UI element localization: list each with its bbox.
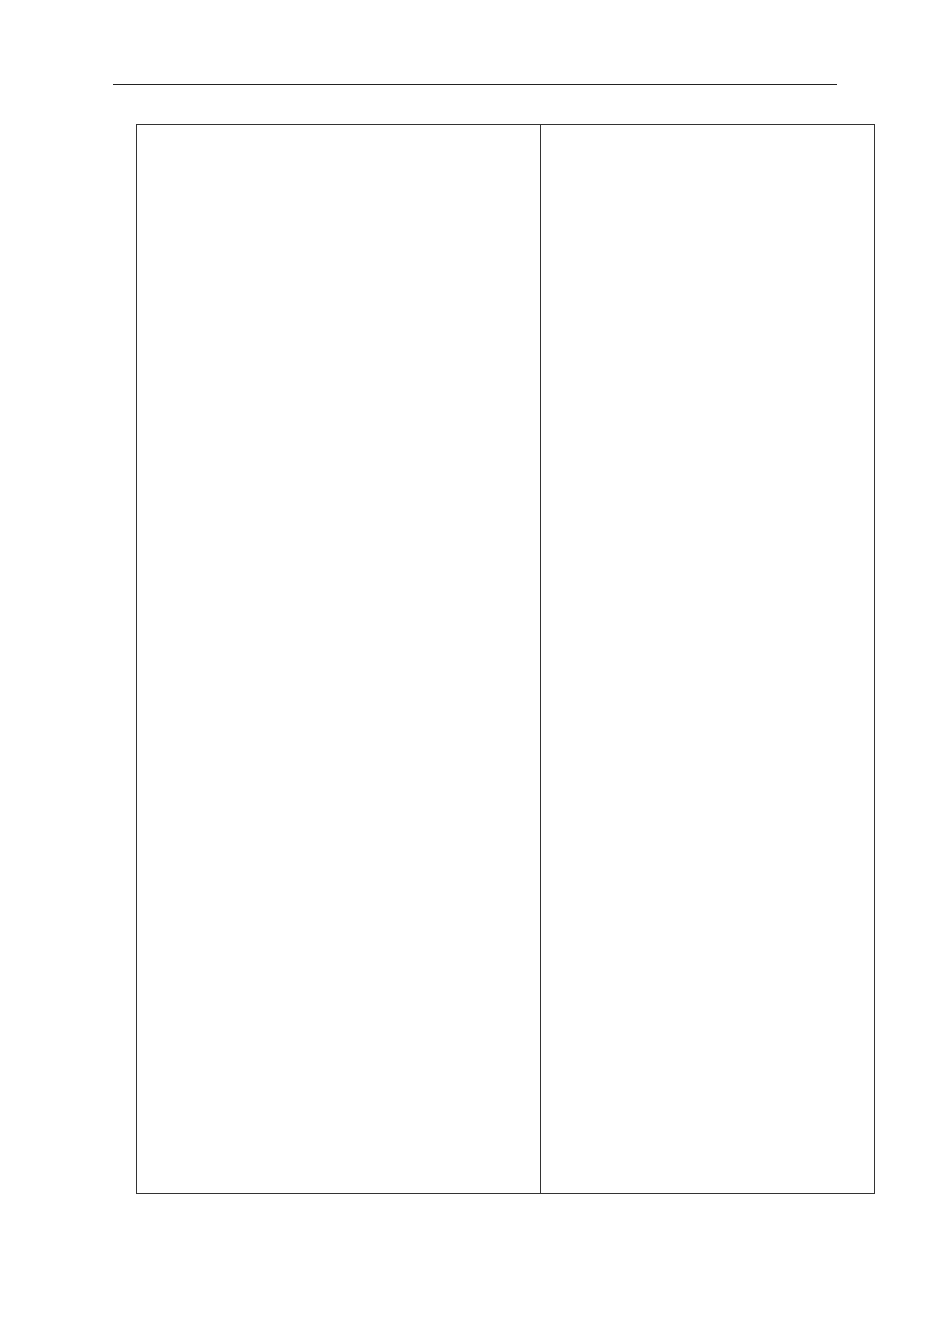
right-column	[541, 125, 874, 1193]
header-rule	[113, 84, 837, 85]
content-table	[136, 124, 875, 1194]
